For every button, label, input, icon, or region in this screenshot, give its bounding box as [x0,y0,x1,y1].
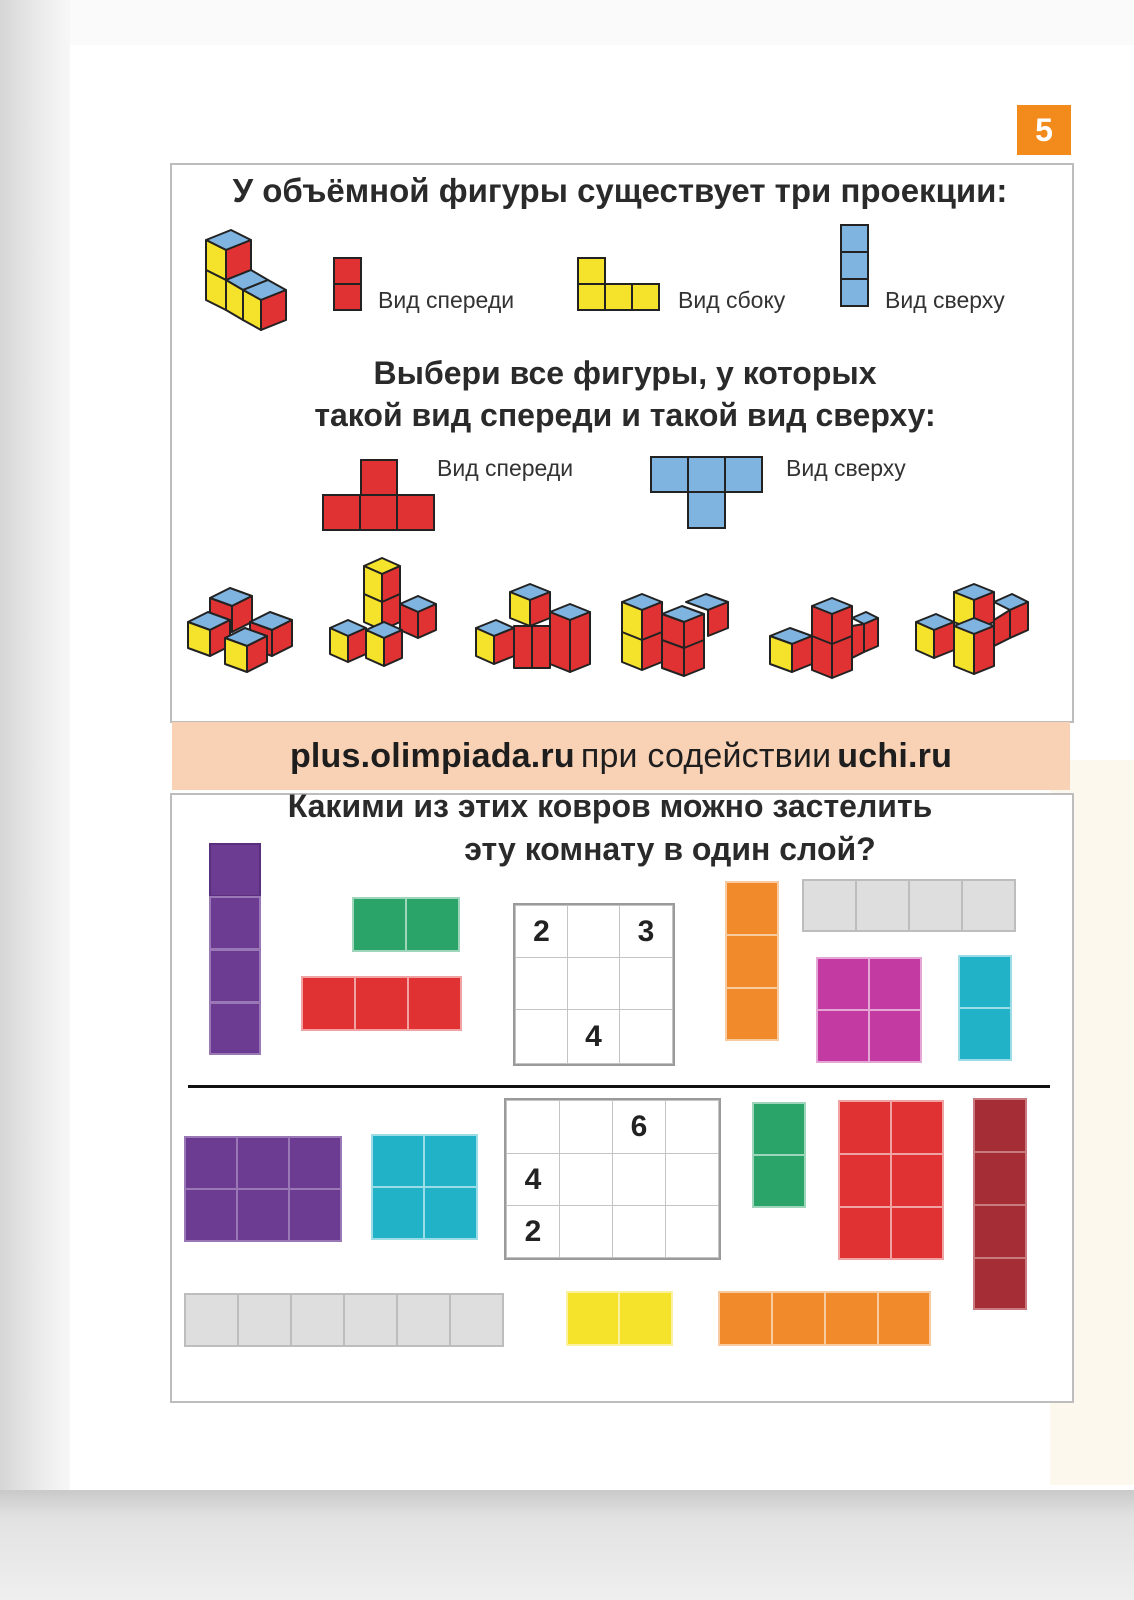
room-2-cell: 4 [506,1153,560,1206]
rug-darkred-1x4[interactable] [973,1098,1027,1310]
rug-red-2x3[interactable] [838,1100,944,1260]
cube-figure-6[interactable] [914,580,1030,680]
room-1-cell: 2 [515,905,568,958]
room-2-grid [504,1098,721,1260]
room-2-cell: 2 [506,1205,560,1258]
rug-orange-1x3[interactable] [725,881,779,1041]
rug-gray-4x1[interactable] [802,879,1016,932]
section-divider [188,1085,1050,1088]
front-view-caption: Вид спереди [378,287,515,313]
room-2-cell [559,1153,613,1206]
room-1-cell [567,905,620,958]
room-1-cell [515,1009,568,1064]
sponsor-banner [172,722,1070,790]
top-view-caption: Вид сверху [885,287,1005,313]
room-1-cell [515,957,568,1010]
projections-title: У объёмной фигуры существует три проекции: [232,172,1008,209]
banner-middle-text: при содействии [580,736,832,775]
room-1-cell [619,1009,673,1064]
room-1-cell [567,957,620,1010]
choose-figures-title-line1: Выбери все фигуры, у которых [373,355,877,391]
rug-cyan-2x2[interactable] [371,1134,478,1240]
required-top-caption: Вид сверху [786,455,906,481]
rug-cyan-1x2[interactable] [958,955,1012,1061]
room-1-grid [513,903,675,1066]
room-2-cell: 6 [612,1100,666,1154]
room-1-cell [619,957,673,1010]
cube-figure-2[interactable] [326,554,441,680]
rug-gray-6x1[interactable] [184,1293,504,1347]
rug-green-2x1[interactable] [352,897,460,952]
room-2-cell [559,1100,613,1154]
partner-name: uchi.ru [837,736,953,775]
example-3d-figure [196,222,296,342]
room-2-cell [612,1153,666,1206]
rug-yellow-2x1[interactable] [566,1291,673,1346]
cube-figure-3[interactable] [474,580,594,680]
room-2-cell [506,1100,560,1154]
rug-magenta-2x2[interactable] [816,957,922,1063]
room-1-cell: 4 [567,1009,620,1064]
rug-purple-1x4[interactable] [209,843,261,1055]
choose-figures-title-line2: такой вид спереди и такой вид сверху: [314,397,936,433]
scan-shadow [0,0,70,1600]
rug-purple-3x2[interactable] [184,1136,342,1242]
required-front-caption: Вид спереди [437,455,574,481]
scan-top-edge [70,0,1134,45]
scan-bottom-edge [0,1490,1134,1600]
cube-figure-4[interactable] [620,592,732,682]
rug-red-3x1[interactable] [301,976,462,1031]
room-2-cell [665,1100,719,1154]
rug-green-1x2[interactable] [752,1102,806,1208]
room-1-cell: 3 [619,905,673,958]
room-2-cell [612,1205,666,1258]
page-number: 5 [1017,105,1071,155]
side-view-caption: Вид сбоку [678,287,786,313]
cube-figure-1[interactable] [180,580,295,680]
room-2-cell [559,1205,613,1258]
rugs-title-line2: эту комнату в один слой? [464,831,876,867]
rug-orange-4x1[interactable] [718,1291,931,1346]
cube-figure-5[interactable] [768,596,880,682]
rugs-title-line1: Какими из этих ковров можно застелить [287,788,933,824]
room-2-cell [665,1205,719,1258]
room-2-cell [665,1153,719,1206]
site-name: plus.olimpiada.ru [289,736,575,775]
